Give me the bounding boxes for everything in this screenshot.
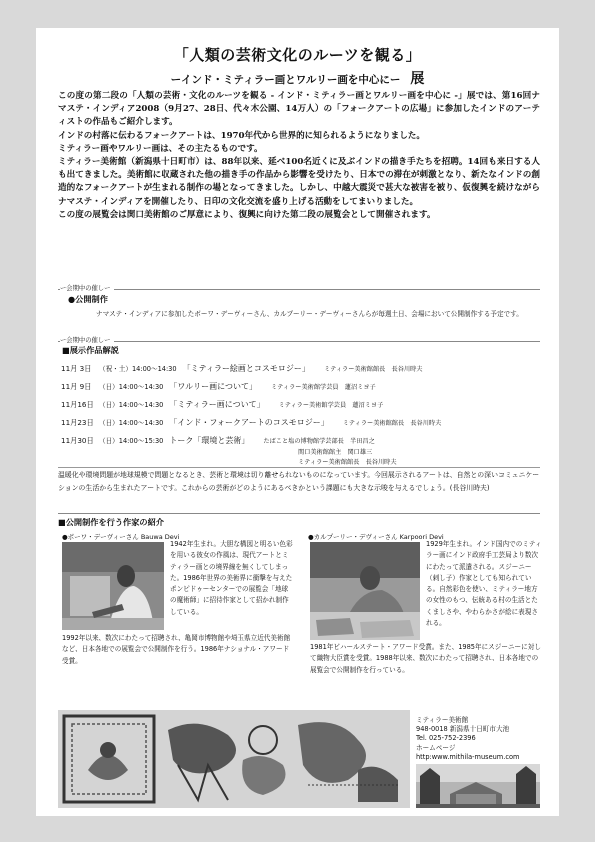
museum-info bbox=[416, 716, 519, 762]
schedule-speaker: ミティラー美術館学芸員 蓮沼ミヨ子 bbox=[278, 402, 384, 409]
museum-building-photo bbox=[416, 764, 540, 808]
schedule-day: （祝・土） bbox=[99, 365, 132, 373]
artist-1-photo bbox=[62, 542, 164, 630]
schedule-date: 11月23日 bbox=[61, 418, 94, 427]
intro-paragraph: ミティラー画やワルリー画は、その主たるものです。 bbox=[58, 143, 263, 154]
subtitle-text: ーインド・ミティラー画とワルリー画を中心にー bbox=[170, 74, 401, 86]
artist-1-bio-side: 1942年生まれ。大胆な構図と明るい色彩を用いる彼女の作風は、現代アートとミティラー画との境界線を無くしてしまった。1986年世界の美術界に衝撃を与えたポンピドゥーセンターでの展覧会「地球の魔術師」に招待作家として招かれ制作している。 bbox=[170, 540, 293, 616]
schedule-title: 「ミティラー絵画とコスモロジー」 bbox=[182, 364, 310, 373]
schedule-date: 11月 3日 bbox=[61, 364, 92, 373]
schedule-title: トーク「環境と芸術」 bbox=[169, 436, 250, 445]
artist-2-photo bbox=[310, 542, 420, 640]
artists-heading: ■公開制作を行う作家の紹介 bbox=[58, 517, 164, 527]
museum-name: ミティラー美術館 bbox=[416, 716, 469, 724]
schedule-speaker: ミティラー美術館館長 長谷川時夫 bbox=[323, 366, 423, 373]
divider bbox=[58, 341, 540, 342]
exhibition-title: 「人類の芸術文化のルーツを観る」 bbox=[173, 46, 422, 64]
events-period-label: ー会期中の催しー bbox=[60, 335, 114, 344]
lecture-heading: ■展示作品解説 bbox=[62, 345, 119, 355]
schedule-speaker: ミティラー美術館館長 長谷川時夫 bbox=[298, 459, 397, 466]
artist-1-bio: 1992年以来、数次にわたって招聘され、亀岡市博物館や埼玉県立近代美術館など、日本各地での展覧会で公開制作を行う。1986年ナショナル・アワード受賞。 bbox=[62, 634, 291, 665]
schedule-speaker: たばこと塩の博物館学芸部長 半田昌之 bbox=[263, 438, 375, 445]
intro-paragraph: この度の展覧会は関口美術館のご厚意により、復興に向けた第二段の展覧会として開催されます。 bbox=[58, 209, 436, 220]
schedule-time: 14:00〜14:30 bbox=[118, 383, 164, 391]
intro-text bbox=[58, 90, 540, 222]
schedule-row bbox=[61, 399, 383, 410]
museum-address: 948-0018 新潟県十日町市大池 bbox=[416, 725, 510, 734]
schedule-time: 14:00〜14:30 bbox=[131, 365, 177, 373]
exhibition-subtitle bbox=[96, 68, 499, 88]
schedule-time: 14:00〜14:30 bbox=[118, 401, 164, 409]
schedule-day: （日） bbox=[99, 419, 119, 427]
artist-2-name: ●カルプーリー・デヴィーさん Karpoori Devi bbox=[308, 533, 444, 541]
schedule-day: （日） bbox=[99, 437, 119, 445]
schedule-row bbox=[61, 381, 376, 392]
schedule-date: 11月16日 bbox=[61, 400, 94, 409]
schedule-title: 「インド・フォークアートのコスモロジー」 bbox=[169, 418, 329, 427]
public-production-heading: ●公開制作 bbox=[68, 294, 108, 304]
divider bbox=[58, 289, 540, 290]
intro-paragraph: インドの村落に伝わるフォークアートは、1970年代から世界的に知られるようになりました。 bbox=[58, 130, 425, 141]
events-period-label: ー会期中の催しー bbox=[60, 283, 114, 292]
schedule-speaker: ミティラー美術館館長 長谷川時夫 bbox=[342, 420, 442, 427]
divider bbox=[58, 513, 540, 514]
schedule-date: 11月 9日 bbox=[61, 382, 92, 391]
schedule-day: （日） bbox=[99, 401, 119, 409]
artist-2-bio: 1981年ビハールステート・アワード受賞。また、1985年にスジーニーに対して織物大臣賞を受賞。1988年以来、数次にわたって招聘され、日本各地での展覧会で公開制作を行っている。 bbox=[310, 643, 541, 674]
public-production-text: ナマステ・インディアに参加したボーワ・デーヴィーさん、カルプーリー・デーヴィーさんらが毎週土日、会場において公開制作する予定です。 bbox=[96, 310, 523, 318]
schedule-speaker: ミティラー美術館学芸員 蓮沼ミヨ子 bbox=[271, 384, 376, 391]
intro-paragraph: この度の第二段の「人類の芸術・文化のルーツを観る - インド・ミティラー画とワルリー画を中心に -」展では、第16回ナマステ・インディア2008（9月27、28日、代々木公園、14万人）の「フォークアートの広場」に参加したインドのアーティストの作品もご紹介します。 bbox=[58, 91, 540, 128]
artist-1-name: ●ボーワ・デーヴィーさん Bauwa Devi bbox=[62, 533, 180, 541]
closing-paragraph: 温暖化や環境問題が地球規模で問題となるとき、芸術と環境は切り離せられないものになっています。今回展示されるアートは、自然との深いコミュニケーションの生活から生まれたアートです。これからの芸術がどのようにあるべきかという課題にも大きな示唆を与えるでしょう。(長谷川時夫) bbox=[58, 471, 540, 492]
schedule-time: 14:00〜14:30 bbox=[118, 419, 164, 427]
schedule-date: 11月30日 bbox=[61, 436, 94, 445]
divider bbox=[58, 467, 540, 468]
museum-hp-label: ホームページ bbox=[416, 743, 456, 752]
schedule-time: 14:00〜15:30 bbox=[118, 437, 164, 445]
schedule-day: （日） bbox=[99, 383, 119, 391]
flyer-page bbox=[36, 28, 559, 816]
mithila-painting-image bbox=[58, 710, 410, 808]
talk-extra-speakers bbox=[298, 448, 397, 468]
title-suffix: 展 bbox=[410, 71, 425, 87]
museum-url[interactable]: http:www.mithila-museum.com bbox=[416, 752, 520, 761]
schedule-title: 「ミティラー画について」 bbox=[169, 400, 265, 409]
intro-paragraph: ミティラー美術館（新潟県十日町市）は、88年以来、延べ100名近くに及ぶインドの描き手たちを招聘。14回も来日する人も出てきました。美術館に収蔵された他の描き手の作品から影響を受けたり、日本での滞在が刺激となり、新たなインドの創造的なフォークアートが生まれる制作の場となってきました。しかし、中越大震災で甚大な被害を被り、仮復興を続けながらナマステ・インディアを開催したり、日印の文化交流を盛り上げる活動をしてまいりました。 bbox=[58, 157, 540, 207]
schedule-row bbox=[61, 363, 422, 374]
schedule-row bbox=[61, 435, 375, 446]
schedule-row bbox=[61, 417, 441, 428]
artist-2-bio-side: 1929年生まれ。インド国内でのミティラー画にインド政府手工芸局より数次にわたって派遣される。スジーニー（刺し子）作家としても知られている。自然彩色を使い、ミティラー地方の女性のもつ、伝統ある村の生活とたくましさや、やわらかさが絵に表現される。 bbox=[426, 540, 542, 628]
schedule-speaker: 関口美術館館主 関口雄三 bbox=[298, 449, 373, 456]
museum-tel: Tel. 025-752-2396 bbox=[416, 734, 476, 743]
schedule-title: 「ワルリー画について」 bbox=[169, 382, 257, 391]
